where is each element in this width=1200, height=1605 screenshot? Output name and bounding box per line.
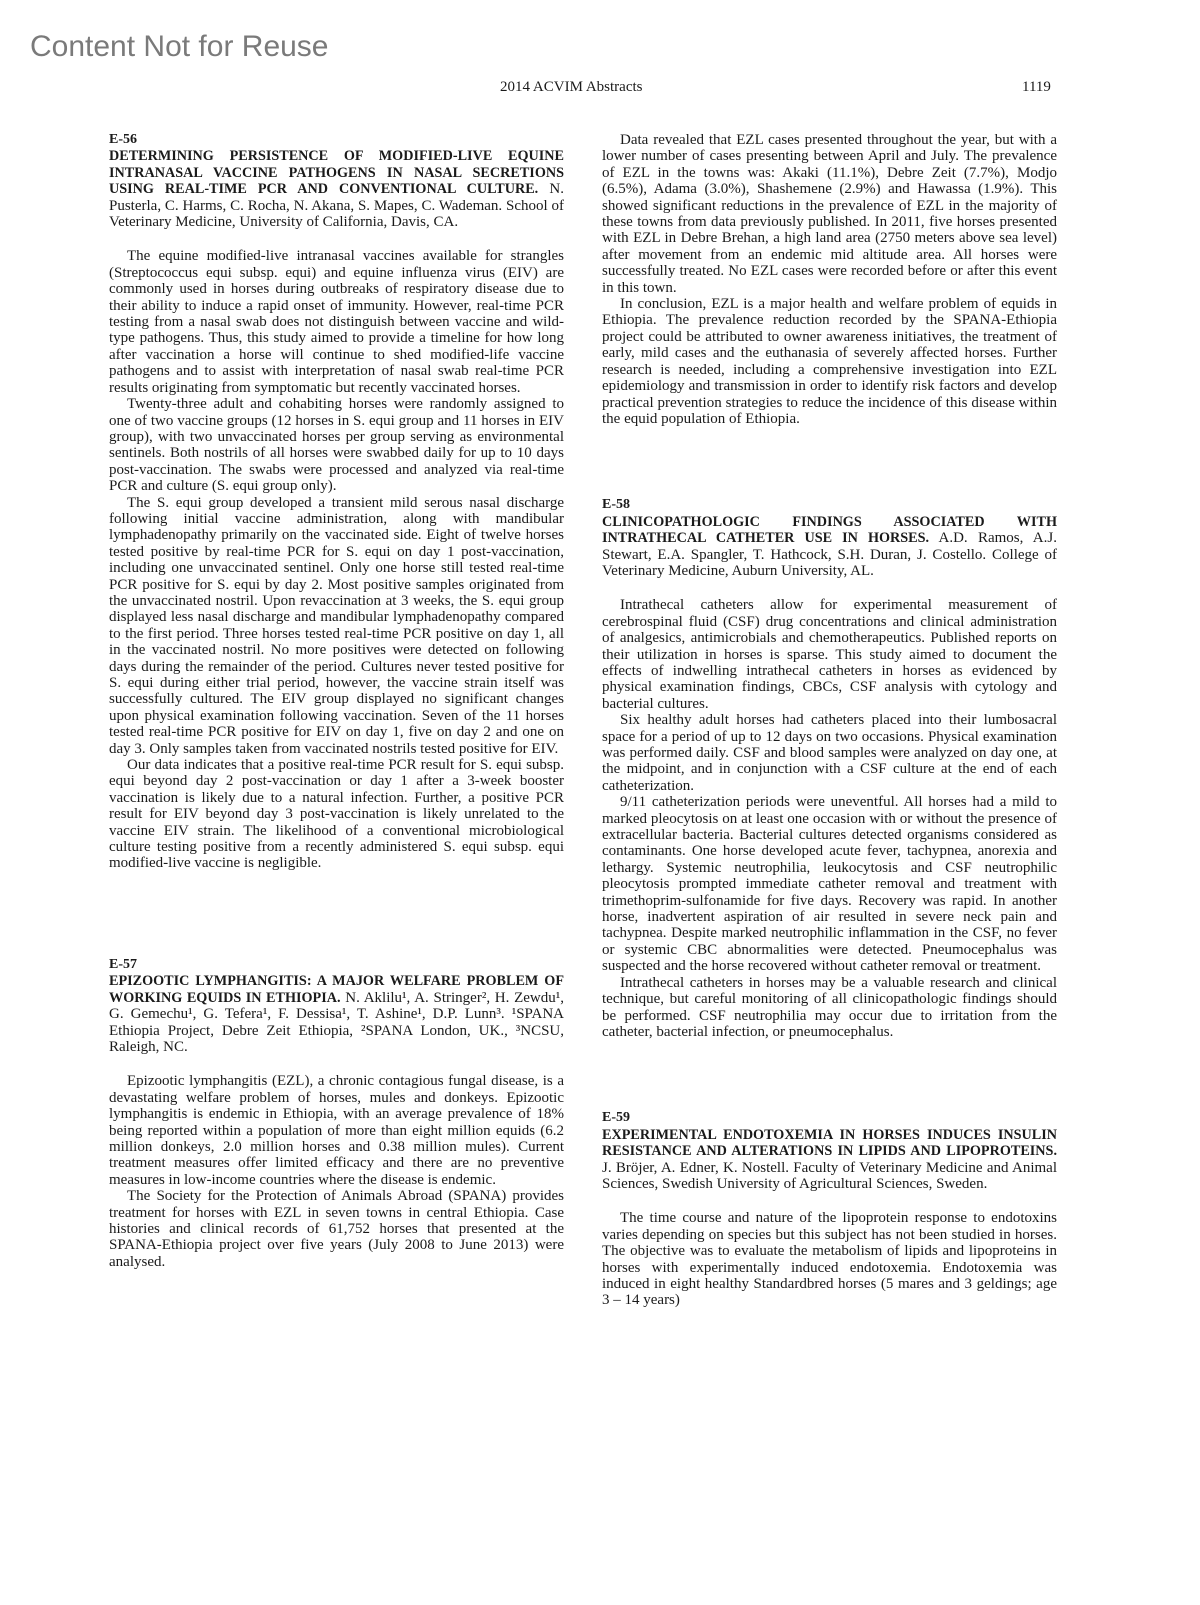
paragraph: In conclusion, EZL is a major health and welfare problem of equids in Ethiopia. The prevalence reduction recorded by the SPANA-Ethiopia project could be attributed to owner awareness initiatives, the treatment of early, mild cases and the euthanasia of severely affected horses. Further research is needed, including a comprehensive investigation into EZL epidemiology and transmission in order to identify risk factors and develop practical prevention strategies to reduce the incidence of this disease within the equid population of Ethiopia. [602,296,1057,427]
abstract-heading [109,973,564,1055]
abstract-body [109,1073,564,1270]
abstract-e57-continued [602,132,1057,427]
paragraph: 9/11 catheterization periods were uneventful. All horses had a mild to marked pleocytosis on at least one occasion with or without the presence of extracellular bacteria. Bacterial cultures detected organisms considered as contaminants. One horse developed acute fever, tachypnea, anorexia and lethargy. Systemic neutrophilia, leukocytosis and CSF neutrophilic pleocytosis prompted immediate catheter removal and treatment with trimethoprim-sulfonamide for five days. Recovery was rapid. In another horse, inadvertent aspiration of air resulted in severe neck pain and tachypnea. Despite marked neutrophilic inflammation in the CSF, no fever or systemic CBC abnormalities were detected. Pneumocephalus was suspected and the horse recovered without catheter removal or treatment. [602,794,1057,975]
abstract-title: EPIZOOTIC LYMPHANGITIS: A MAJOR WELFARE PROBLEM OF WORKING EQUIDS IN ETHIOPIA. [109,973,564,1006]
watermark: Content Not for Reuse [30,30,329,63]
left-column [109,132,564,1270]
page-number: 1119 [1022,79,1051,95]
running-head: 2014 ACVIM Abstracts [500,79,643,95]
paragraph: The Society for the Protection of Animals Abroad (SPANA) provides treatment for horses with EZL in seven towns in central Ethiopia. Case histories and clinical records of 61,752 horses that presented at the SPANA-Ethiopia project over five years (July 2008 to June 2013) were analysed. [109,1188,564,1270]
abstract-heading [109,148,564,230]
abstract-e56 [109,132,564,872]
abstract-e57 [109,957,564,1270]
abstract-id: E-59 [602,1110,630,1126]
abstract-authors: J. Bröjer, A. Edner, K. Nostell. Faculty of Veterinary Medicine and Animal Sciences, Swedish University of Agricultural Sciences, Sweden. [602,1159,1057,1192]
abstract-authors: N. Pusterla, C. Harms, C. Rocha, N. Akana, S. Mapes, C. Wademan. School of Veterinary Medicine, University of California, Davis, CA. [109,181,564,231]
abstract-body [602,1210,1057,1308]
abstract-id: E-57 [109,956,137,972]
paragraph: Our data indicates that a positive real-time PCR result for S. equi subsp. equi beyond day 2 post-vaccination or day 1 after a 3-week booster vaccination is likely due to a natural infection. Further, a positive PCR result for EIV beyond day 3 post-vaccination is likely unrelated to the vaccine EIV strain. The likelihood of a conventional microbiological culture testing positive from a recently administered S. equi subsp. equi modified-live vaccine is negligible. [109,757,564,872]
paragraph: The S. equi group developed a transient mild serous nasal discharge following initial vaccine administration, along with mandibular lymphadenopathy primarily on the vaccinated side. Eight of twelve horses tested positive by real-time PCR for S. equi on day 1 post-vaccination, including one unvaccinated sentinel. Only one horse still tested real-time PCR positive for S. equi by day 2. Most positive samples originated from the unvaccinated nostril. Upon revaccination at 3 weeks, the S. equi group displayed less nasal discharge and mandibular lymphadenopathy compared to the first period. Three horses tested real-time PCR positive on day 1, all in the vaccinated nostril. No more positives were detected on following days during the remainder of the period. Cultures never tested positive for S. equi during either trial period, however, the vaccine strain itself was successfully cultured. The EIV group displayed no significant changes upon physical examination following vaccination. Seven of the 11 horses tested real-time PCR positive for EIV on day 1, five on day 2 and one on day 3. Only samples taken from vaccinated nostrils tested positive for EIV. [109,494,564,757]
paragraph: Six healthy adult horses had catheters placed into their lumbosacral space for a period of up to 12 days on two occasions. Physical examination was performed daily. CSF and blood samples were analyzed on day one, at the midpoint, and in conjunction with a CSF culture at the end of each catheterization. [602,712,1057,794]
paragraph: Intrathecal catheters allow for experimental measurement of cerebrospinal fluid (CSF) drug concentrations and clinical administration of analgesics, antimicrobials and chemotherapeutics. Published reports on their utilization in horses is sparse. This study aimed to document the effects of indwelling intrathecal catheters in horses as evidenced by physical examination findings, CBCs, CSF analysis with cytology and bacterial cultures. [602,597,1057,712]
abstract-e58 [602,497,1057,1040]
abstract-body [602,597,1057,1040]
paragraph: Epizootic lymphangitis (EZL), a chronic contagious fungal disease, is a devastating welfare problem of horses, mules and donkeys. Epizootic lymphangitis is endemic in Ethiopia, with an average prevalence of 18% being reported within a population of more than eight million equids (6.2 million donkeys, 2.0 million horses and 0.38 million mules). Current treatment measures offer limited efficacy and there are no preventive measures in low-income countries where the disease is endemic. [109,1073,564,1188]
abstract-title: CLINICOPATHOLOGIC FINDINGS ASSOCIATED WITH INTRATHECAL CATHETER USE IN HORSES. [602,513,1057,547]
abstract-heading [602,514,1057,580]
paragraph: Data revealed that EZL cases presented throughout the year, but with a lower number of cases presenting between April and July. The prevalence of EZL in the towns was: Akaki (11.1%), Debre Zeit (7.7%), Modjo (6.5%), Adama (3.0%), Shashemene (2.9%) and Hawassa (1.9%). This showed significant reductions in the prevalence of EZL in the majority of these towns from data previously published. In 2011, five horses presented with EZL in Debre Brehan, a high land area (2750 meters above sea level) after movement from an endemic mid altitude area. All horses were successfully treated. No EZL cases were recorded before or after this event in this town. [602,132,1057,296]
abstract-title: DETERMINING PERSISTENCE OF MODIFIED-LIVE EQUINE INTRANASAL VACCINE PATHOGENS IN NASAL SECRETIONS USING REAL-TIME PCR AND CONVENTIONAL CULTURE. [109,148,564,198]
paragraph: The time course and nature of the lipoprotein response to endotoxins varies depending on species but this subject has not been studied in horses. The objective was to evaluate the metabolism of lipids and lipoproteins in horses with experimentally induced endotoxemia. Endotoxemia was induced in eight healthy Standardbred horses (5 mares and 3 geldings; age 3 – 14 years) [602,1210,1057,1309]
abstract-id: E-58 [602,497,630,513]
right-column [602,132,1057,1309]
abstract-e59 [602,1110,1057,1308]
abstract-body [109,248,564,871]
paragraph: Intrathecal catheters in horses may be a valuable research and clinical technique, but careful monitoring of all clinicopathologic findings should be performed. CSF neutrophilia may occur due to irritation from the catheter, bacterial infection, or pneumocephalus. [602,974,1057,1040]
paragraph: The equine modified-live intranasal vaccines available for strangles (Streptococcus equi subsp. equi) and equine influenza virus (EIV) are commonly used in horses during outbreaks of respiratory disease due to their ability to induce a rapid onset of immunity. However, real-time PCR testing from a nasal swab does not distinguish between vaccine and wild-type pathogens. Thus, this study aimed to provide a timeline for how long after vaccination a horse will continue to shed modified-life vaccine pathogens and to assist with interpretation of nasal swab real-time PCR results originating from symptomatic but recently vaccinated horses. [109,248,564,396]
abstract-id: E-56 [109,132,137,147]
abstract-authors: A.D. Ramos, A.J. Stewart, E.A. Spangler, T. Hathcock, S.H. Duran, J. Costello. College of Veterinary Medicine, Auburn University, AL. [602,530,1057,579]
paragraph: Twenty-three adult and cohabiting horses were randomly assigned to one of two vaccine groups (12 horses in S. equi group and 11 horses in EIV group), with two unvaccinated horses per group serving as environmental sentinels. Both nostrils of all horses were swabbed daily for up to 10 days post-vaccination. The swabs were processed and analyzed via real-time PCR and culture (S. equi group only). [109,396,564,495]
abstract-title: EXPERIMENTAL ENDOTOXEMIA IN HORSES INDUCES INSULIN RESISTANCE AND ALTERATIONS IN LIPIDS AND LIPOPROTEINS. [602,1126,1057,1160]
abstract-authors: N. Aklilu¹, A. Stringer², H. Zewdu¹, G. Gemechu¹, G. Tefera¹, F. Dessisa¹, T. Ashine¹, D.P. Lunn³. ¹SPANA Ethiopia Project, Debre Zeit Ethiopia, ²SPANA London, UK., ³NCSU, Raleigh, NC. [109,989,564,1055]
abstract-heading [602,1127,1057,1193]
